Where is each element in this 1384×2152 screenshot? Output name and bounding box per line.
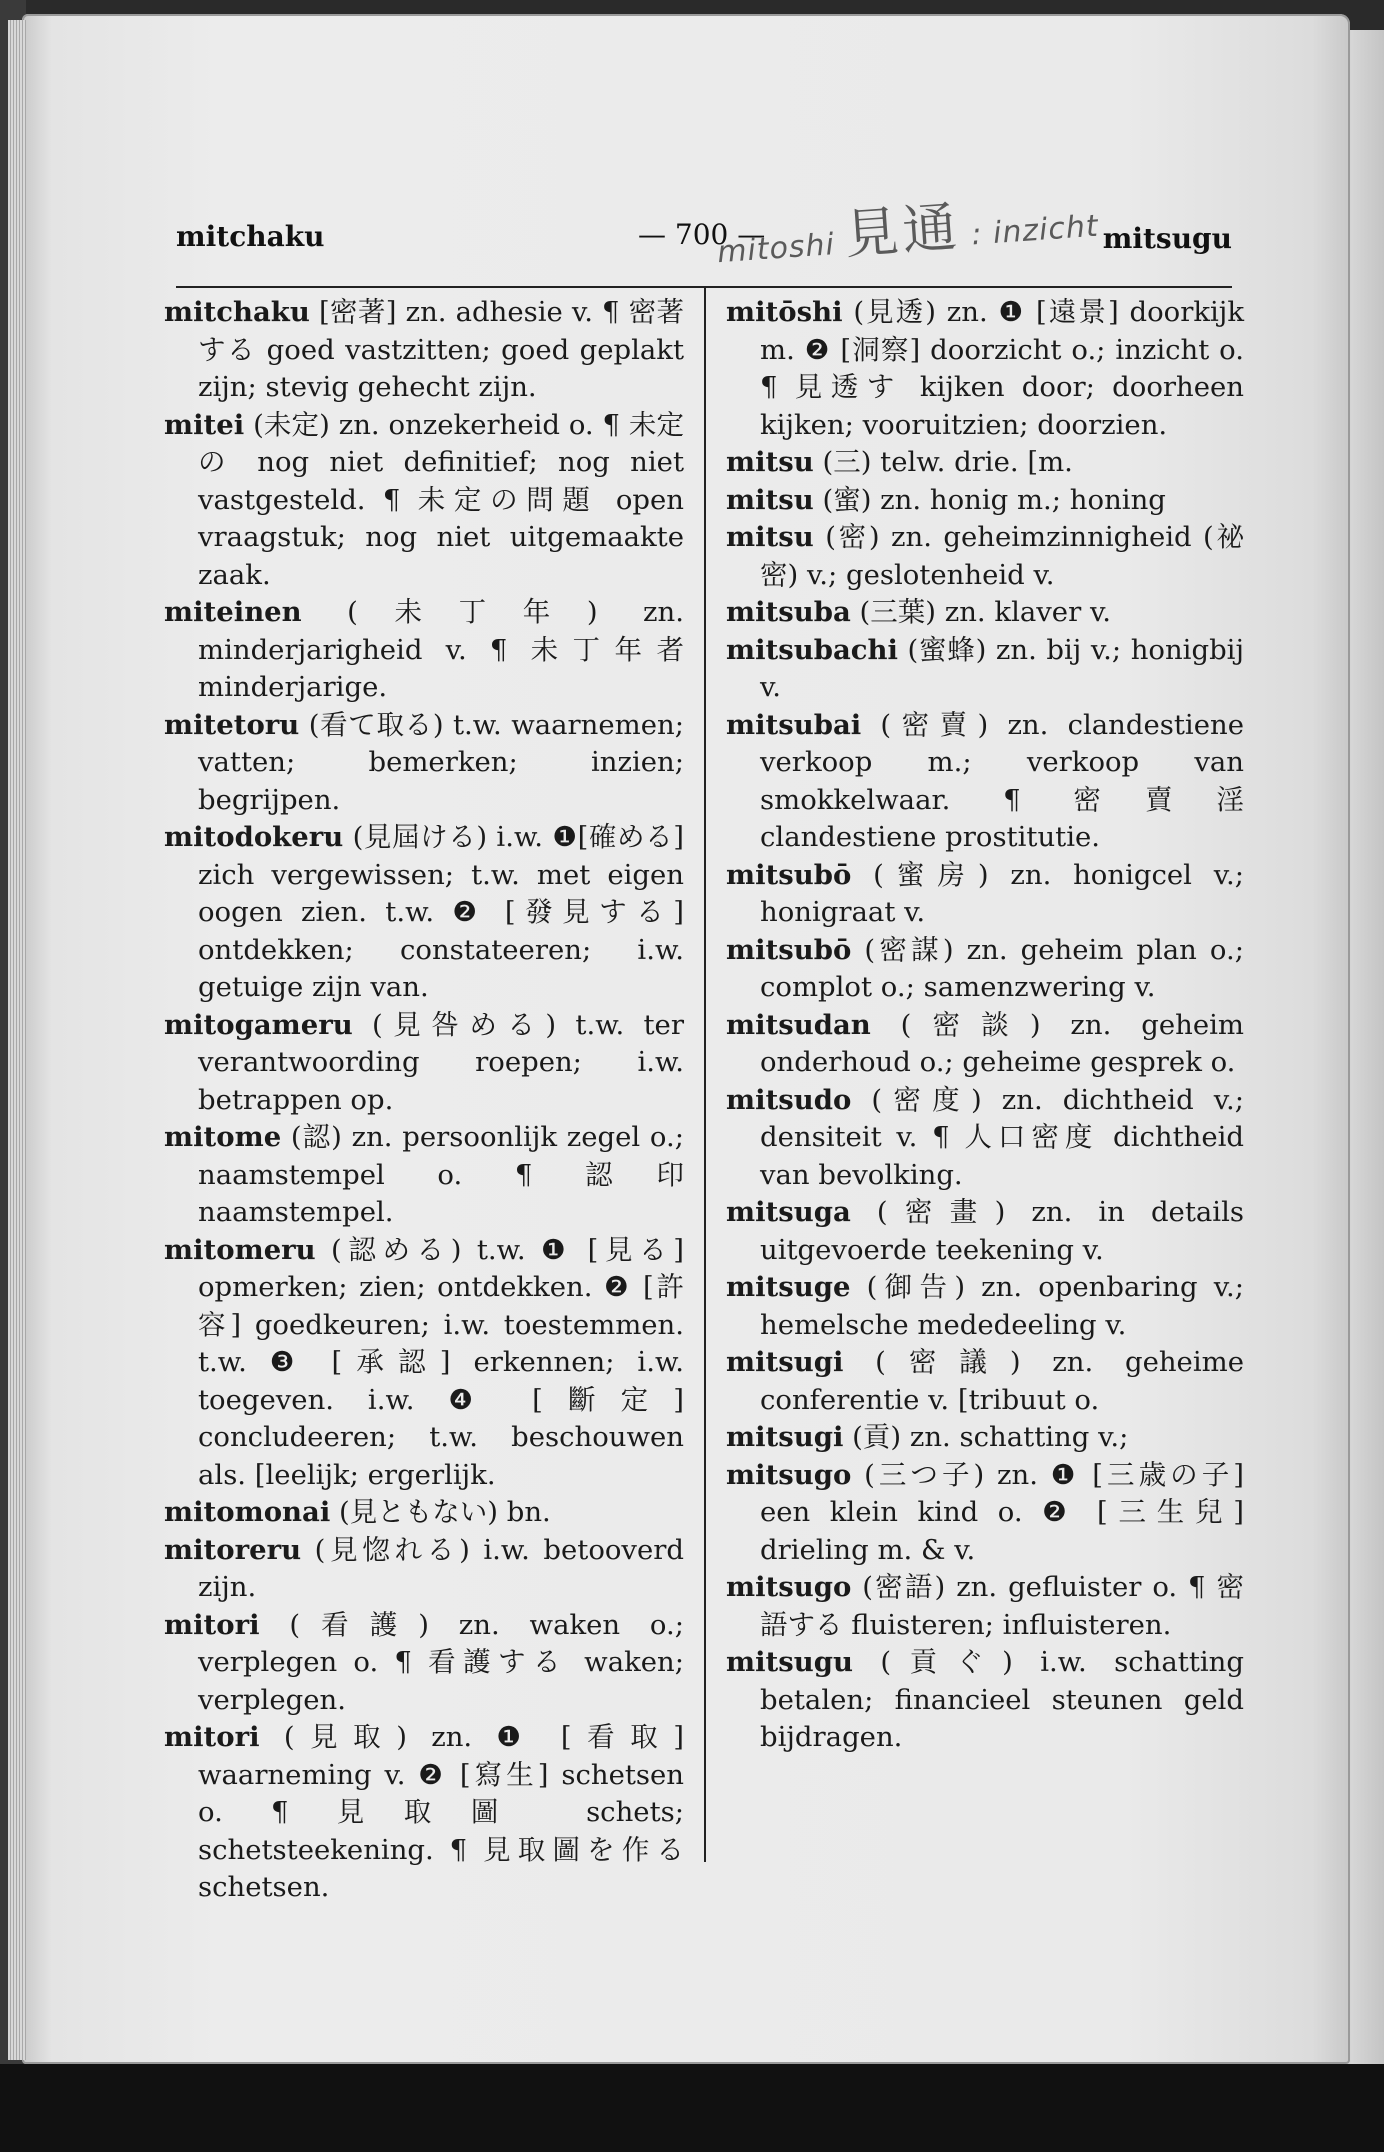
dictionary-entry	[726, 707, 1244, 857]
entry-headword: mitomeru	[164, 1233, 316, 1266]
dictionary-entry	[726, 1344, 1244, 1419]
entry-definition: (未丁年) zn. minderjarigheid v. ¶ 未丁年者 minderjarige.	[198, 596, 685, 703]
dictionary-entry	[726, 857, 1244, 932]
dictionary-entry	[726, 519, 1244, 594]
entry-definition: (見惚れる) i.w. betooverd zijn.	[198, 1533, 684, 1603]
entry-definition: (認) zn. persoonlijk zegel o.; naamstempel o. ¶ 認印 naamstempel.	[198, 1121, 684, 1228]
dictionary-entry	[164, 294, 684, 407]
entry-headword: mitogameru	[164, 1008, 353, 1041]
right-guide-word: mitsugu	[1102, 222, 1232, 255]
dictionary-entry	[726, 594, 1244, 632]
entry-headword: mitoreru	[164, 1533, 302, 1566]
page-stack-edges	[8, 20, 26, 2060]
entry-definition: (貢ぐ) i.w. schatting betalen; financieel steunen geld bijdragen.	[760, 1646, 1244, 1753]
entry-definition: (貢) zn. schatting v.;	[852, 1421, 1129, 1453]
entry-definition: (見ともない) bn.	[339, 1496, 551, 1528]
entry-headword: mitodokeru	[164, 821, 344, 853]
entry-headword: mitsubō	[726, 858, 852, 891]
entry-definition: (密畫) zn. in details uitgevoerde teekening v.	[760, 1196, 1244, 1266]
dictionary-entry	[164, 1719, 684, 1907]
entry-headword: mitei	[164, 408, 245, 441]
dictionary-entry	[726, 1419, 1244, 1457]
entry-definition: (看て取る) t.w. waarnemen; vatten; bemerken; inzien; begrijpen.	[198, 708, 684, 816]
right-column	[726, 294, 1244, 1757]
entry-headword: mitsugo	[726, 1458, 852, 1491]
entry-definition: (見取) zn. ❶ [看取] waarneming v. ❷ [寫生] schetsen o. ¶ 見取圖 schets; schetsteekening. ¶ 見取圖を作る schetsen.	[198, 1721, 685, 1903]
dictionary-entry	[726, 1194, 1244, 1269]
entry-headword: mitomonai	[164, 1496, 331, 1528]
entry-headword: mitsugo	[726, 1571, 852, 1603]
entry-definition: (密談) zn. geheim onderhoud o.; geheime gesprek o.	[760, 1008, 1244, 1078]
dictionary-entry	[726, 1269, 1244, 1344]
entry-definition: (密) zn. geheimzinnigheid (祕密) v.; geslotenheid v.	[760, 521, 1244, 591]
entry-headword: mitetoru	[164, 708, 300, 741]
dictionary-entry	[164, 1232, 684, 1495]
column-divider	[704, 286, 706, 1862]
entry-definition: (三つ子) zn. ❶ [三歳の子] een klein kind o. ❷ [三生兒] drieling m. & v.	[760, 1458, 1244, 1566]
handwritten-gloss: : inzicht	[970, 208, 1100, 253]
entry-headword: mitsubō	[726, 933, 852, 966]
entry-definition: (看護) zn. waken o.; verplegen o. ¶ 看護する waken; verplegen.	[198, 1608, 684, 1716]
handwritten-romaji: mitoshi	[716, 227, 836, 271]
dictionary-entry	[726, 294, 1244, 444]
entry-headword: mitome	[164, 1121, 282, 1153]
dictionary-entry	[726, 932, 1244, 1007]
entry-definition: (密議) zn. geheime conferentie v. [tribuut o.	[760, 1346, 1244, 1416]
entry-headword: mitsugi	[726, 1346, 844, 1378]
handwritten-kanji: 見通	[842, 195, 963, 267]
entry-definition: (御告) zn. openbaring v.; hemelsche mededeeling v.	[760, 1271, 1244, 1341]
entry-definition: (蜜) zn. honig m.; honing	[822, 483, 1166, 516]
entry-definition: (密度) zn. dichtheid v.; densiteit v. ¶ 人口密度 dichtheid van bevolking.	[760, 1083, 1244, 1191]
entry-definition: (密謀) zn. geheim plan o.; complot o.; samenzwering v.	[760, 933, 1244, 1003]
entry-headword: mitori	[164, 1608, 260, 1641]
entry-definition: (三) telw. drie. [m.	[822, 446, 1073, 478]
entry-headword: mitsu	[726, 483, 814, 516]
entry-headword: mitori	[164, 1721, 260, 1753]
dictionary-entry	[726, 1644, 1244, 1757]
dictionary-entry	[164, 1119, 684, 1232]
dictionary-entry	[164, 1494, 684, 1532]
entry-headword: mitsubachi	[726, 633, 898, 666]
entry-definition: (蜜蜂) zn. bij v.; honigbij v.	[760, 633, 1244, 703]
entry-headword: mitsubai	[726, 708, 862, 741]
entry-headword: mitsuge	[726, 1271, 851, 1303]
entry-headword: mitōshi	[726, 296, 843, 328]
entry-definition: (見透) zn. ❶ [遠景] doorkijk m. ❷ [洞察] doorzicht o.; inzicht o. ¶ 見透す kijken door; doorheen kijken; vooruitzien; doorzien.	[760, 296, 1244, 441]
dictionary-entry	[164, 407, 684, 595]
entry-headword: mitchaku	[164, 296, 310, 328]
entry-headword: mitsugu	[726, 1646, 853, 1678]
entry-headword: mitsugi	[726, 1421, 844, 1453]
entry-headword: mitsuga	[726, 1196, 851, 1228]
entry-definition: (密語) zn. gefluister o. ¶ 密語する fluisteren; influisteren.	[760, 1571, 1244, 1641]
entry-definition: [密著] zn. adhesie v. ¶ 密著する goed vastzitten; goed geplakt zijn; stevig gehecht zijn.	[198, 296, 684, 403]
dictionary-entry	[726, 1569, 1244, 1644]
left-guide-word: mitchaku	[176, 220, 325, 253]
entry-headword: mitsudan	[726, 1008, 871, 1041]
left-column	[164, 294, 684, 1907]
entry-headword: miteinen	[164, 596, 302, 628]
entry-definition: (未定) zn. onzekerheid o. ¶ 未定の nog niet definitief; nog niet vastgesteld. ¶ 未定の問題 open vraagstuk; nog niet uitgemaakte zaak.	[198, 408, 684, 591]
dictionary-entry	[726, 1082, 1244, 1195]
entry-definition: (見屆ける) i.w. ❶[確める] zich vergewissen; t.w. met eigen oogen zien. t.w. ❷ [發見する] ontdekken; constateeren; i.w. getuige zijn van.	[198, 821, 684, 1003]
entry-definition: (蜜房) zn. honigcel v.; honigraat v.	[760, 858, 1244, 928]
dictionary-entry	[164, 707, 684, 820]
dictionary-entry	[726, 632, 1244, 707]
dictionary-entry	[164, 1607, 684, 1720]
entry-definition: (三葉) zn. klaver v.	[859, 596, 1111, 628]
entry-definition: (見咎める) t.w. ter verantwoording roepen; i.w. betrappen op.	[198, 1008, 684, 1116]
dictionary-entry	[726, 1457, 1244, 1570]
entry-definition: (密賣) zn. clandestiene verkoop m.; verkoop van smokkelwaar. ¶ 密賣淫 clandestiene prostitutie.	[760, 708, 1244, 853]
dictionary-entry	[164, 1532, 684, 1607]
dictionary-entry	[164, 594, 684, 707]
dictionary-entry	[726, 444, 1244, 482]
entry-headword: mitsudo	[726, 1083, 852, 1116]
page-number: — 700 —	[638, 218, 766, 251]
dictionary-entry	[726, 482, 1244, 520]
entry-headword: mitsu	[726, 446, 814, 478]
dictionary-entry	[164, 819, 684, 1007]
entry-definition: (認める) t.w. ❶ [見る] opmerken; zien; ontdekken. ❷ [許容] goedkeuren; i.w. toestemmen. t.w. ❸ [承認] erkennen; i.w. toegeven. i.w. ❹ [斷定] concludeeren; t.w. beschouwen als. [leelijk; ergerlijk.	[198, 1233, 684, 1491]
entry-headword: mitsuba	[726, 596, 851, 628]
dictionary-entry	[164, 1007, 684, 1120]
bottom-shadow	[0, 2064, 1384, 2152]
entry-headword: mitsu	[726, 521, 814, 553]
dictionary-entry	[726, 1007, 1244, 1082]
